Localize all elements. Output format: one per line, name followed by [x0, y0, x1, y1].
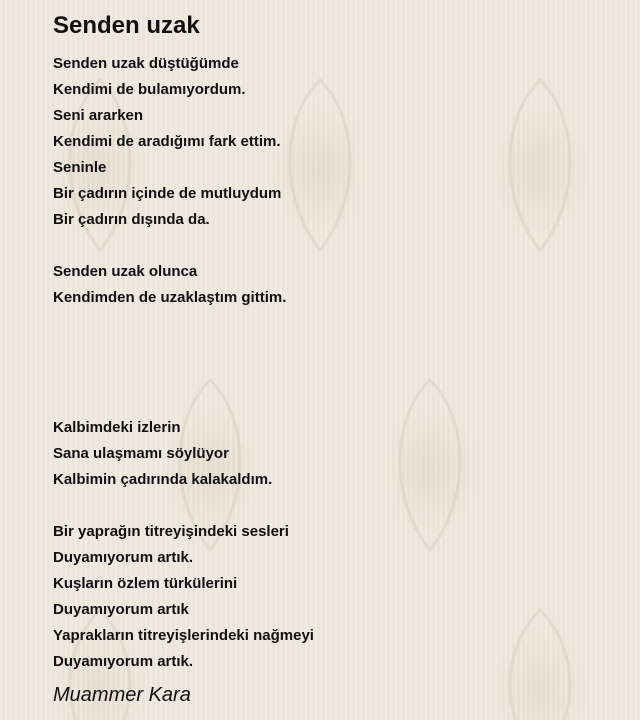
poem-line: [53, 337, 613, 363]
poem-line: Seni ararken: [53, 107, 144, 124]
poem-line: [53, 233, 613, 259]
poem-line: Kendimi de aradığımı fark ettim.: [53, 133, 281, 150]
poem-line: Bir yaprağın titreyişindeki sesleri: [53, 523, 289, 540]
poem-line: [53, 363, 613, 389]
poem-line: Duyamıyorum artık.: [53, 549, 194, 566]
poem-line: [53, 389, 613, 415]
poem-line: Sana ulaşmamı söylüyor: [53, 445, 229, 462]
poem-line: Bir çadırın içinde de mutluydum: [53, 185, 282, 202]
poem-line: Kendimi de bulamıyordum.: [53, 81, 246, 98]
poem-line: Senden uzak düştüğümde: [53, 55, 239, 72]
poem-line: Kendimden de uzaklaştım gittim.: [53, 289, 287, 306]
poem-line: [53, 311, 613, 337]
poem-line: Bir çadırın dışında da.: [53, 211, 210, 228]
poem-line: Kuşların özlem türkülerini: [53, 575, 238, 592]
poem-body: [53, 51, 613, 675]
poem-line: Duyamıyorum artık.: [53, 653, 194, 670]
poem-line: Kalbimdeki izlerin: [53, 419, 181, 436]
poem-line: [53, 493, 613, 519]
poem-line: Senden uzak olunca: [53, 263, 198, 280]
poem-line: Yaprakların titreyişlerindeki nağmeyi: [53, 627, 314, 644]
poem-container: [53, 10, 613, 707]
poem-title: Senden uzak: [53, 12, 200, 39]
poem-author: Muammer Kara: [53, 684, 191, 706]
poem-line: Duyamıyorum artık: [53, 601, 189, 618]
poem-line: Seninle: [53, 159, 107, 176]
poem-line: Kalbimin çadırında kalakaldım.: [53, 471, 273, 488]
